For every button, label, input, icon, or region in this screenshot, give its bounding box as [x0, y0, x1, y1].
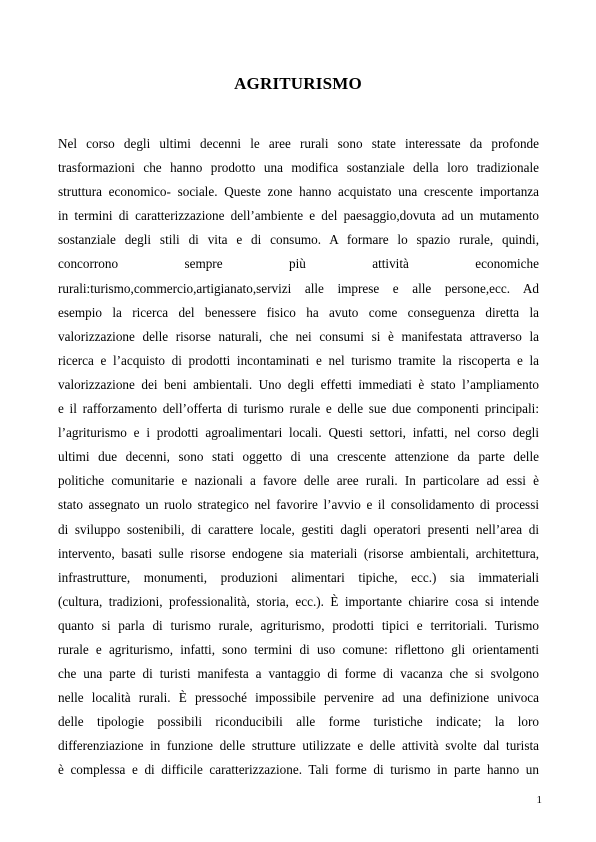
- text-line: rurale e agriturismo, infatti, sono termini di uso comune: riflettono gli orientamenti: [58, 641, 539, 657]
- text-line: (cultura, tradizioni, professionalità, storia, ecc.). È importante chiarire cosa si intende: [58, 593, 539, 609]
- text-line: che una parte di turisti manifesta a vantaggio di forme di vacanza che si svolgono: [58, 666, 539, 682]
- text-line: quanto si parla di turismo rurale, agriturismo, prodotti tipici e territoriali. Turismo: [58, 617, 539, 633]
- body-paragraph: [58, 132, 539, 783]
- text-line: infrastrutture, monumenti, produzioni alimentari tipiche, ecc.) sia immateriali: [58, 569, 539, 585]
- text-line: sostanziale degli stili di vita e di consumo. A formare lo spazio rurale, quindi,: [58, 232, 539, 248]
- text-line: differenziazione in funzione delle strutture utilizzate e delle attività svolte dal turista: [58, 738, 539, 754]
- text-line: ricerca e l’acquisto di prodotti incontaminati e nel turismo tramite la riscoperta e la: [58, 352, 539, 368]
- text-line: valorizzazione dei beni ambientali. Uno degli effetti immediati è stato l’ampliamento: [58, 376, 539, 392]
- text-line: valorizzazione delle risorse naturali, che nei consumi si è manifestata attraverso la: [58, 328, 539, 344]
- text-line: in termini di caratterizzazione dell’ambiente e del paesaggio,dovuta ad un mutamento: [58, 208, 539, 224]
- text-line: trasformazioni che hanno prodotto una modifica sostanziale della loro tradizionale: [58, 160, 539, 176]
- text-line: e il rafforzamento dell’offerta di turismo rurale e delle sue due componenti principali:: [58, 401, 539, 417]
- text-line: rurali:turismo,commercio,artigianato,servizi alle imprese e alle persone,ecc. Ad: [58, 280, 539, 296]
- text-line: concorrono sempre più attività economiche: [58, 256, 539, 272]
- text-line: esempio la ricerca del benessere fisico ha avuto come conseguenza diretta la: [58, 304, 539, 320]
- text-line: delle tipologie possibili riconducibili alle forme turistiche indicate; la loro: [58, 714, 539, 730]
- text-line: di sviluppo sostenibili, di carattere locale, gestiti dagli operatori presenti nell’area di: [58, 521, 539, 537]
- text-line: struttura economico- sociale. Queste zone hanno acquistato una crescente importanza: [58, 184, 539, 200]
- page-number: 1: [536, 794, 542, 806]
- document-title: AGRITURISMO: [234, 74, 362, 93]
- text-line: l’agriturismo e i prodotti agroalimentari locali. Questi settori, infatti, nel corso degli: [58, 425, 539, 441]
- text-line: nelle località rurali. È pressoché impossibile pervenire ad una definizione univoca: [58, 690, 539, 706]
- text-line: intervento, basati sulle risorse endogene sia materiali (risorse ambientali, architettura,: [58, 545, 539, 561]
- text-line: ultimi due decenni, sono stati oggetto di una crescente attenzione da parte delle: [58, 449, 539, 465]
- text-line: stato assegnato un ruolo strategico nel favorire l’avvio e il consolidamento di processi: [58, 497, 539, 513]
- text-line: è complessa e di difficile caratterizzazione. Tali forme di turismo in parte hanno un: [58, 762, 539, 778]
- text-line: Nel corso degli ultimi decenni le aree rurali sono state interessate da profonde: [58, 136, 539, 151]
- text-line: politiche comunitarie e nazionali a favore delle aree rurali. In particolare ad essi è: [58, 473, 539, 489]
